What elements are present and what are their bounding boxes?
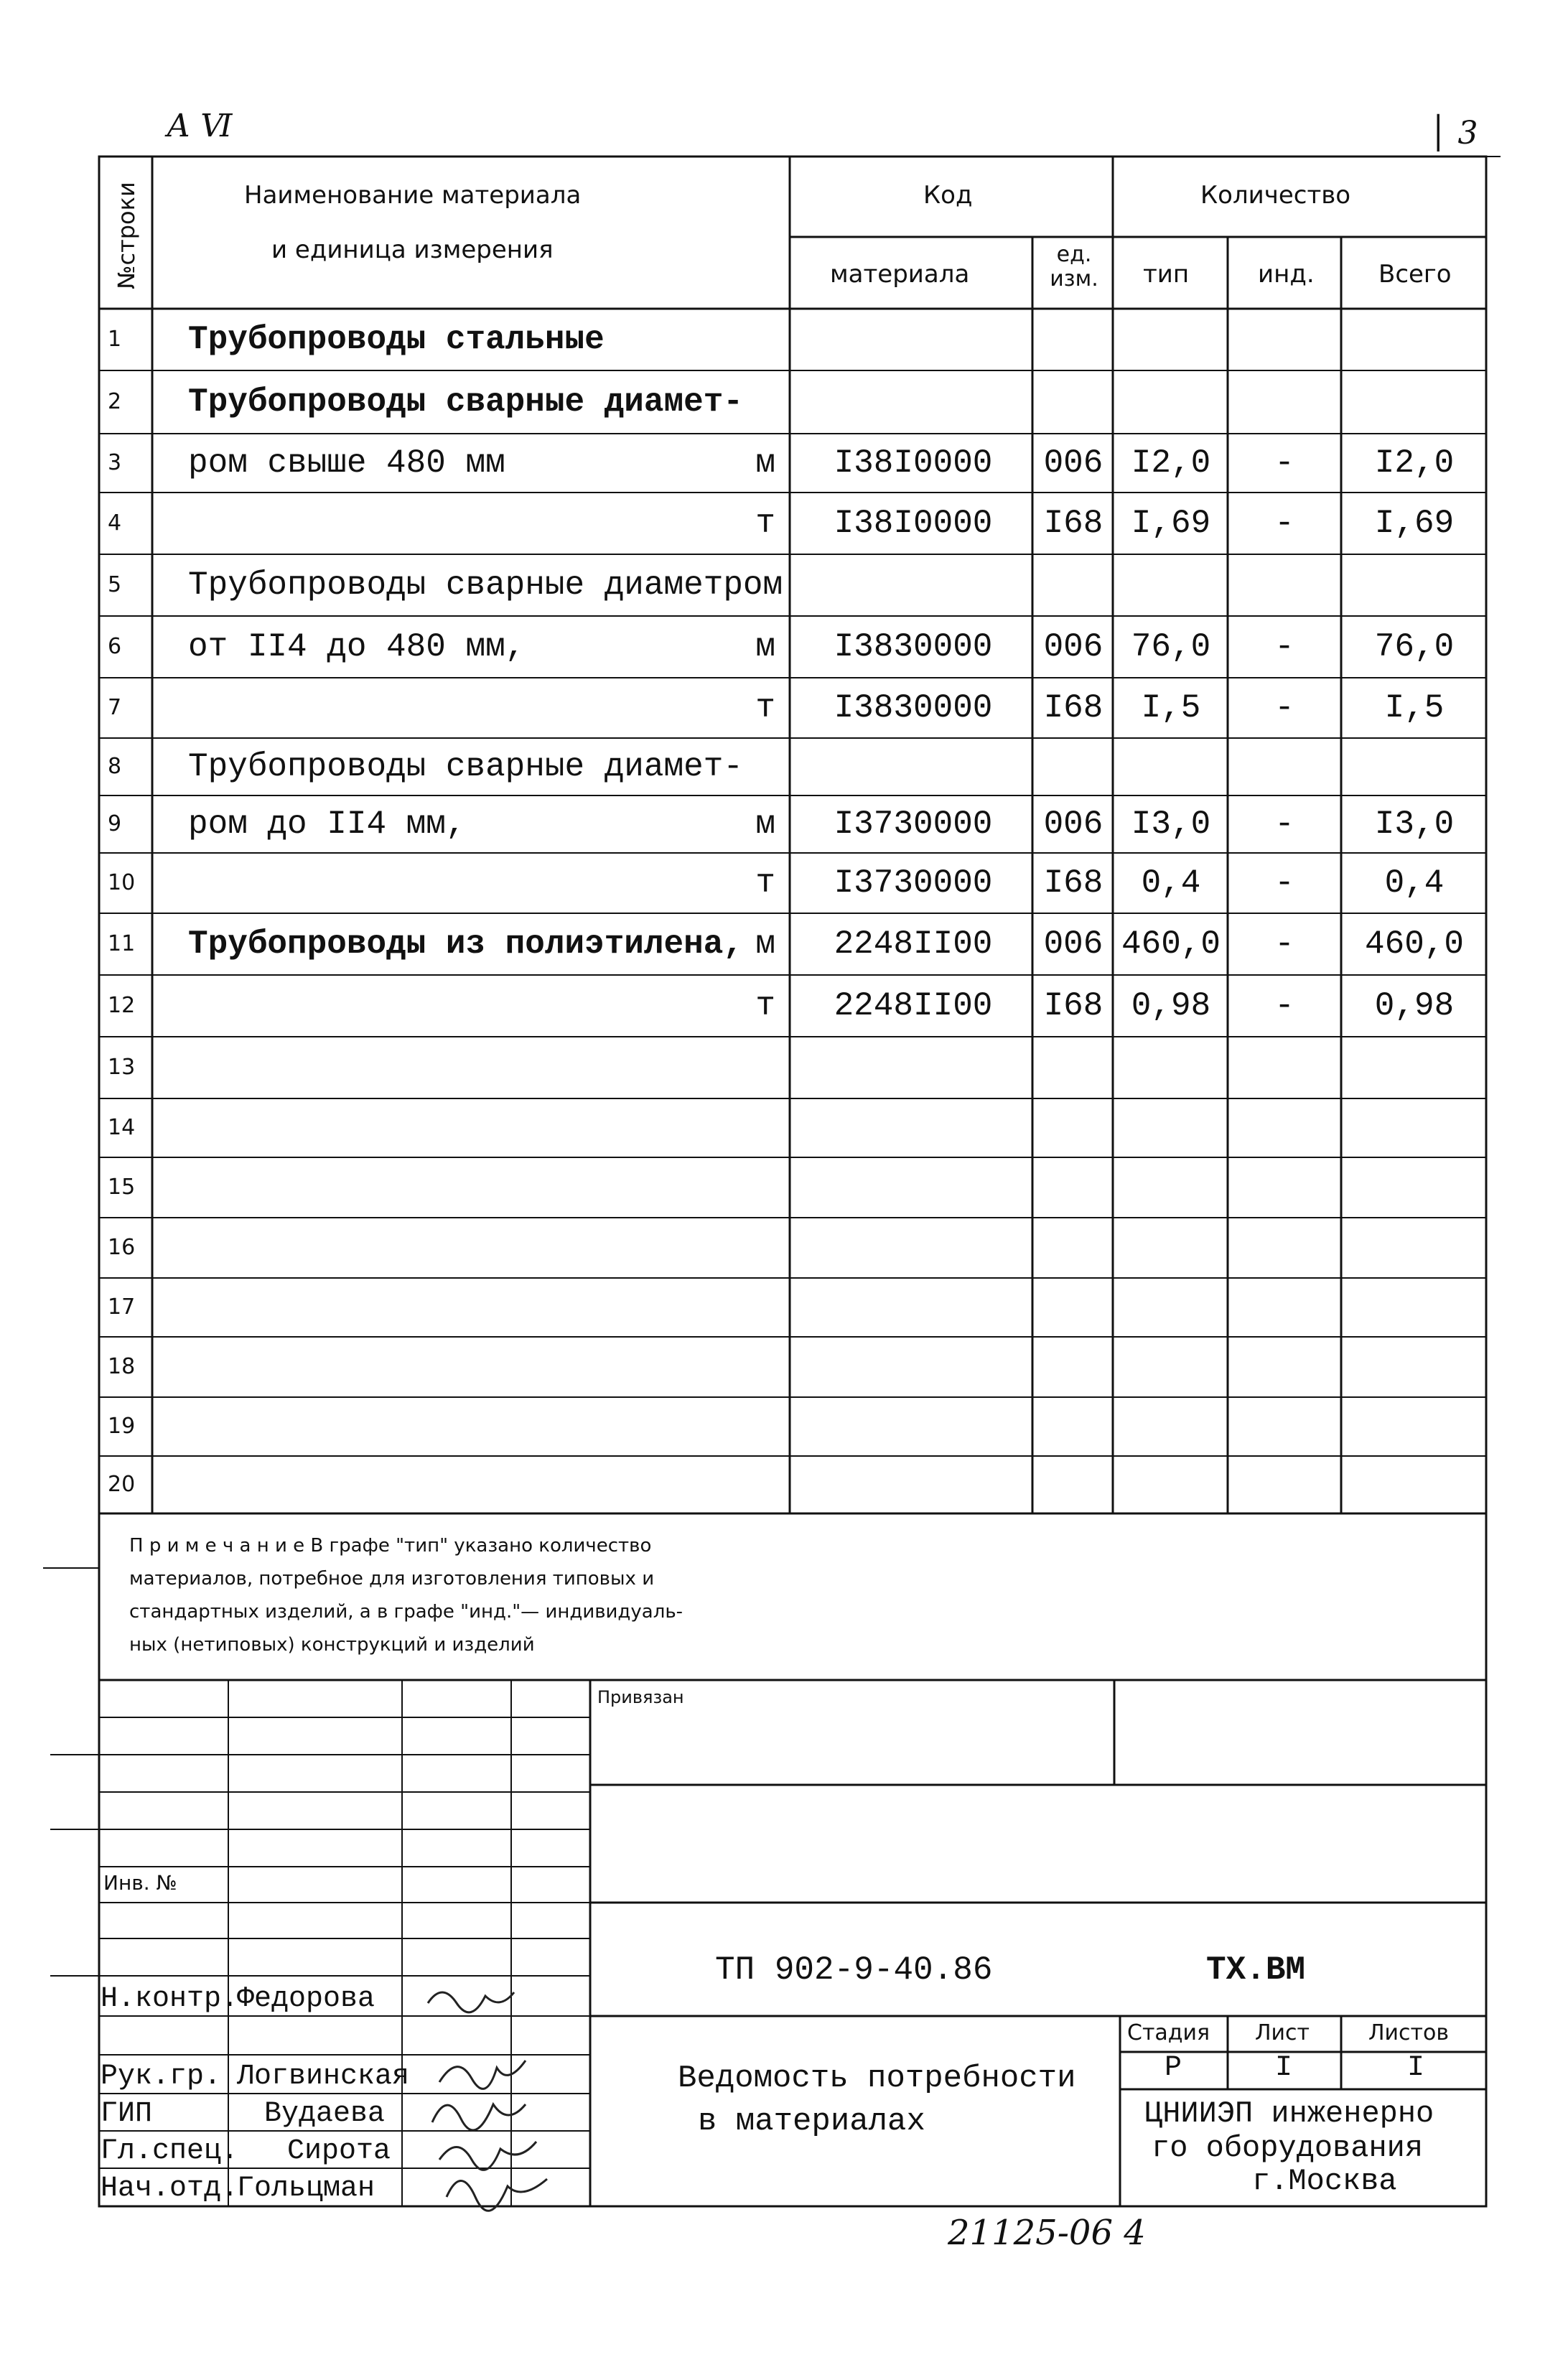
material-code: I3730000 (834, 806, 993, 843)
row-number: 16 (108, 1235, 136, 1260)
material-unit: т (755, 689, 775, 727)
material-name: Трубопроводы сварные диамет- (188, 748, 743, 785)
unit-code: I68 (1043, 987, 1103, 1025)
material-name: Трубопроводы сварные диамет- (188, 383, 743, 421)
qty-type-header: тип (1143, 260, 1190, 289)
qty-total-value (1344, 554, 1485, 616)
privyazan-label: Привязан (597, 1687, 684, 1707)
qty-ind-value: - (1274, 689, 1294, 727)
material-name: Трубопроводы стальные (188, 321, 605, 358)
unit-code (1035, 1037, 1111, 1098)
material-name: Трубопроводы сварные диаметром (188, 566, 783, 604)
material-unit: т (755, 987, 775, 1025)
material-unit: м (755, 628, 775, 666)
material-code: I3830000 (834, 628, 993, 666)
material-unit (646, 738, 775, 795)
row-number: 7 (108, 695, 122, 720)
qty-type-value (1117, 1278, 1225, 1337)
material-code (798, 1218, 1028, 1278)
qty-ind-value (1231, 309, 1338, 370)
material-code (798, 1037, 1028, 1098)
row-number: 9 (108, 811, 122, 836)
row-number: 14 (108, 1115, 136, 1140)
unit-code (1035, 370, 1111, 434)
qty-type-value (1117, 554, 1225, 616)
qty-type-value (1117, 1218, 1225, 1278)
document-title-line1: Ведомость потребности (678, 2061, 1076, 2096)
material-code: I38I0000 (834, 505, 993, 542)
signature-role-4: Гл.спец. (101, 2135, 239, 2168)
unit-code: I68 (1043, 864, 1103, 902)
material-name: от II4 до 480 мм, (188, 628, 526, 666)
signature-role-2: Рук.гр. (101, 2061, 222, 2093)
sheets-value: I (1407, 2052, 1425, 2084)
material-unit (646, 1218, 775, 1278)
qty-type-value: I,5 (1141, 689, 1201, 727)
note-line-3: стандартных изделий, а в графе "инд."— индивидуаль- (129, 1601, 683, 1623)
material-unit (646, 309, 775, 370)
material-name: ром до II4 мм, (188, 806, 466, 843)
qty-ind-value (1231, 370, 1338, 434)
document-mark: ТХ.ВМ (1206, 1951, 1306, 1989)
signature-role-5: Нач.отд. (101, 2173, 239, 2205)
qty-ind-value (1231, 1456, 1338, 1513)
qty-ind-value (1231, 1098, 1338, 1157)
sheet-value: I (1275, 2052, 1293, 2084)
row-number: 3 (108, 450, 122, 475)
unit-code: 006 (1043, 628, 1103, 666)
qty-ind-value: - (1274, 505, 1294, 542)
qty-total-value: I3,0 (1374, 806, 1455, 843)
qty-type-value (1117, 1397, 1225, 1456)
qty-ind-value (1231, 1037, 1338, 1098)
qty-total-value (1344, 1037, 1485, 1098)
row-number: 11 (108, 931, 136, 956)
material-code (798, 1098, 1028, 1157)
row-number: 5 (108, 572, 122, 597)
organization-line2: го оборудования (1152, 2131, 1424, 2165)
qty-ind-value: - (1274, 864, 1294, 902)
qty-type-value: 76,0 (1131, 628, 1211, 666)
qty-total-value (1344, 1456, 1485, 1513)
name-header-line2: и единица измерения (271, 235, 554, 264)
unit-code: I68 (1043, 505, 1103, 542)
row-number: 4 (108, 510, 122, 536)
qty-type-value (1117, 1157, 1225, 1218)
inventory-number-label: Инв. № (103, 1871, 177, 1895)
material-unit: м (755, 444, 775, 482)
qty-total-header: Всего (1378, 260, 1452, 289)
organization-line1: ЦНИИЭП инженерно (1144, 2096, 1434, 2131)
sheet-label: Лист (1255, 2020, 1310, 2045)
qty-ind-value: - (1274, 987, 1294, 1025)
material-unit: т (755, 505, 775, 542)
row-number: 20 (108, 1472, 136, 1497)
qty-total-value: 0,98 (1374, 987, 1455, 1025)
signature-name-4: Сирота (287, 2135, 391, 2168)
code-material-header: материала (830, 260, 970, 289)
material-code (798, 1337, 1028, 1397)
note-line-2: материалов, потребное для изготовления типовых и (129, 1568, 655, 1590)
row-number: 18 (108, 1354, 136, 1379)
qty-type-value: I,69 (1131, 505, 1211, 542)
qty-total-value: I,5 (1384, 689, 1445, 727)
qty-total-value (1344, 1157, 1485, 1218)
material-unit: м (755, 925, 775, 963)
qty-total-value: I2,0 (1374, 444, 1455, 482)
qty-type-value (1117, 738, 1225, 795)
row-number: 1 (108, 327, 122, 352)
code-unit-header: ед. изм. (1050, 242, 1098, 291)
material-unit (646, 1157, 775, 1218)
qty-ind-value (1231, 1218, 1338, 1278)
qty-ind-value: - (1274, 925, 1294, 963)
qty-type-value: I2,0 (1131, 444, 1211, 482)
material-code: 2248II00 (834, 987, 993, 1025)
qty-total-value (1344, 1218, 1485, 1278)
row-number: 19 (108, 1414, 136, 1439)
qty-total-value: I,69 (1374, 505, 1455, 542)
row-number: 10 (108, 870, 136, 895)
material-unit (646, 1098, 775, 1157)
row-number: 6 (108, 634, 122, 659)
row-number: 15 (108, 1175, 136, 1200)
page-number-mark: │ 3 (1429, 115, 1478, 151)
document-code: ТП 902-9-40.86 (715, 1951, 993, 1989)
unit-code (1035, 1098, 1111, 1157)
qty-total-value (1344, 1397, 1485, 1456)
qty-type-value (1117, 1037, 1225, 1098)
material-code: 2248II00 (834, 925, 993, 963)
signature-name-2: Логвинская (237, 2061, 410, 2093)
row-number: 13 (108, 1055, 136, 1080)
row-number: 2 (108, 389, 122, 414)
qty-type-value: 0,4 (1141, 864, 1201, 902)
qty-type-value (1117, 1337, 1225, 1397)
material-name: Трубопроводы из полиэтилена, (188, 925, 743, 963)
material-unit (646, 1397, 775, 1456)
row-number: 17 (108, 1294, 136, 1320)
material-code (798, 1456, 1028, 1513)
note-line-1: П р и м е ч а н и е В графе "тип" указано количество (129, 1535, 652, 1557)
qty-ind-value (1231, 1337, 1338, 1397)
document-title-line2: в материалах (698, 2104, 925, 2140)
qty-ind-header: инд. (1258, 260, 1315, 289)
qty-type-value: I3,0 (1131, 806, 1211, 843)
handwritten-number: 21125-06 4 (948, 2213, 1146, 2253)
qty-ind-value (1231, 1157, 1338, 1218)
note-line-4: ных (нетиповых) конструкций и изделий (129, 1634, 535, 1656)
material-code (798, 370, 1028, 434)
unit-code: I68 (1043, 689, 1103, 727)
qty-total-value: 0,4 (1384, 864, 1445, 902)
material-code (798, 1278, 1028, 1337)
material-code (798, 309, 1028, 370)
material-code: I3830000 (834, 689, 993, 727)
material-code (798, 1157, 1028, 1218)
row-number: 8 (108, 754, 122, 779)
material-unit (646, 1037, 775, 1098)
qty-type-value (1117, 1098, 1225, 1157)
unit-code (1035, 554, 1111, 616)
qty-ind-value: - (1274, 444, 1294, 482)
qty-ind-value: - (1274, 806, 1294, 843)
material-unit: т (755, 864, 775, 902)
note-block (129, 1529, 683, 1661)
unit-code: 006 (1043, 444, 1103, 482)
qty-total-value: 460,0 (1364, 925, 1465, 963)
qty-total-value: 76,0 (1374, 628, 1455, 666)
row-number: 12 (108, 993, 136, 1018)
qty-type-value (1117, 1456, 1225, 1513)
sheets-label: Листов (1368, 2020, 1450, 2045)
signature-name-5: Гольцман (237, 2173, 375, 2205)
unit-code (1035, 1456, 1111, 1513)
qty-ind-value (1231, 738, 1338, 795)
unit-code (1035, 738, 1111, 795)
qty-type-value: 460,0 (1121, 925, 1221, 963)
material-code: I38I0000 (834, 444, 993, 482)
qty-ind-value (1231, 1278, 1338, 1337)
qty-type-value (1117, 370, 1225, 434)
material-unit: м (755, 806, 775, 843)
qty-type-value (1117, 309, 1225, 370)
material-name: ром свыше 480 мм (188, 444, 505, 482)
row-number-header: №строки (113, 182, 140, 289)
material-unit (646, 1278, 775, 1337)
signature-role-1: Н.контр. (101, 1983, 239, 2015)
qty-total-value (1344, 1278, 1485, 1337)
signature-name-1: Федорова (237, 1983, 375, 2015)
material-code (798, 554, 1028, 616)
signature-role-3: ГИП (101, 2098, 153, 2130)
qty-ind-value (1231, 554, 1338, 616)
material-code (798, 738, 1028, 795)
unit-code (1035, 1337, 1111, 1397)
quantity-header: Количество (1200, 181, 1351, 210)
unit-code: 006 (1043, 806, 1103, 843)
qty-ind-value (1231, 1397, 1338, 1456)
sheet-corner-mark: А Ⅵ (167, 108, 233, 144)
code-header: Код (923, 181, 973, 210)
unit-code (1035, 1218, 1111, 1278)
qty-total-value (1344, 1337, 1485, 1397)
unit-code: 006 (1043, 925, 1103, 963)
material-unit (646, 1337, 775, 1397)
material-code (798, 1397, 1028, 1456)
unit-code (1035, 1157, 1111, 1218)
signature-name-3: Вудаева (264, 2098, 386, 2130)
qty-total-value (1344, 738, 1485, 795)
material-code: I3730000 (834, 864, 993, 902)
unit-code (1035, 1397, 1111, 1456)
qty-ind-value: - (1274, 628, 1294, 666)
organization-line3: г.Москва (1252, 2164, 1397, 2198)
qty-total-value (1344, 309, 1485, 370)
unit-code (1035, 1278, 1111, 1337)
stage-value: Р (1165, 2052, 1182, 2084)
name-header-line1: Наименование материала (244, 181, 582, 210)
material-unit (646, 370, 775, 434)
qty-total-value (1344, 370, 1485, 434)
stage-label: Стадия (1127, 2020, 1210, 2045)
unit-code (1035, 309, 1111, 370)
qty-type-value: 0,98 (1131, 987, 1211, 1025)
material-unit (646, 554, 775, 616)
qty-total-value (1344, 1098, 1485, 1157)
material-unit (646, 1456, 775, 1513)
